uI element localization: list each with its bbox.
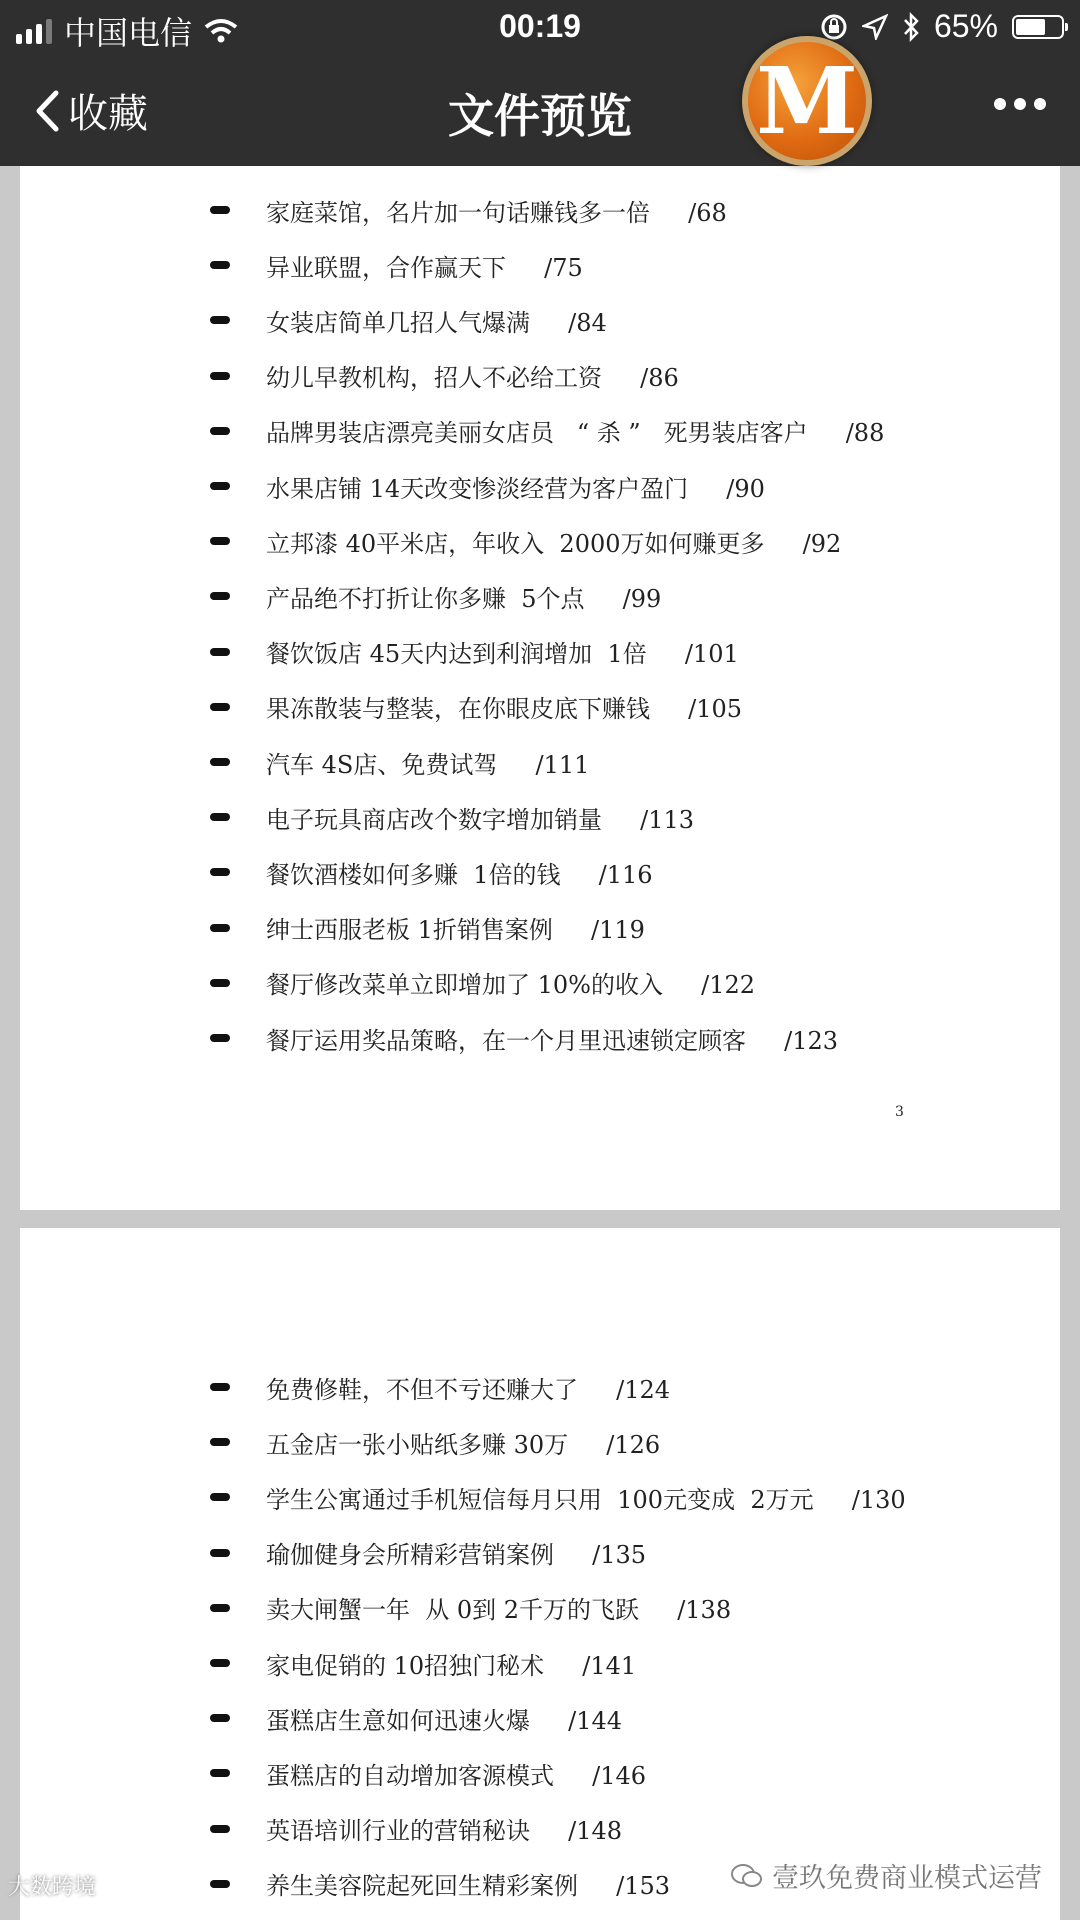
- toc-item-text: 果冻散装与整装，在你眼皮底下赚钱 /105: [266, 695, 743, 724]
- battery-icon: [1012, 15, 1064, 39]
- toc-item: [210, 687, 742, 727]
- bullet-icon: [210, 924, 230, 932]
- toc-item-text: 餐厅运用奖品策略，在一个月里迅速锁定顾客 /123: [266, 1026, 839, 1055]
- toc-item-text: 女装店简单几招人气爆满 /84: [266, 308, 607, 337]
- toc-item-text: 汽车 4S店、免费试驾 /111: [266, 750, 590, 779]
- bullet-icon: [210, 1549, 230, 1557]
- bullet-icon: [210, 482, 230, 490]
- bullet-icon: [210, 1769, 230, 1777]
- bullet-icon: [210, 703, 230, 711]
- bullet-icon: [210, 868, 230, 876]
- toc-item: [210, 1018, 838, 1058]
- brand-logo: M: [742, 36, 872, 166]
- bullet-icon: [210, 1438, 230, 1446]
- toc-item-text: 水果店铺 14天改变惨淡经营为客户盈门 /90: [266, 474, 765, 503]
- toc-item-text: 卖大闸蟹一年 从 0到 2千万的飞跃 /138: [266, 1596, 732, 1625]
- toc-item-text: 蛋糕店生意如何迅速火爆 /144: [266, 1706, 623, 1735]
- toc-item: [210, 1477, 906, 1517]
- toc-item: [210, 1698, 622, 1738]
- lock-rotation-icon: [820, 13, 848, 41]
- watermark-right-text: 壹玖免费商业模式运营: [772, 1863, 1042, 1893]
- toc-item: [210, 1864, 670, 1904]
- toc-item-text: 瑜伽健身会所精彩营销案例 /135: [266, 1541, 647, 1570]
- carrier-label: 中国电信: [64, 15, 193, 51]
- toc-item-text: 电子玩具商店改个数字增加销量 /113: [266, 805, 695, 834]
- watermark-left-text: 大数跨境: [8, 1874, 97, 1899]
- document-page-1: [20, 166, 1060, 1210]
- toc-item-text: 五金店一张小贴纸多赚 30万 /126: [266, 1430, 661, 1459]
- toc-item-text: 品牌男装店漂亮美丽女店员 “ 杀 ” 死男装店客户 /88: [266, 419, 885, 448]
- toc-item-text: 餐厅修改菜单立即增加了 10%的收入 /122: [266, 971, 756, 1000]
- bullet-icon: [210, 813, 230, 821]
- toc-item: [210, 300, 607, 340]
- toc-item: [210, 466, 765, 506]
- toc-item: [210, 576, 661, 616]
- bullet-icon: [210, 261, 230, 269]
- watermark-right: [730, 1856, 1042, 1895]
- bullet-icon: [210, 1880, 230, 1888]
- clock: 00:19: [499, 8, 581, 44]
- toc-item-text: 家电促销的 10招独门秘术 /141: [266, 1651, 637, 1680]
- bullet-icon: [210, 592, 230, 600]
- bullet-icon: [210, 648, 230, 656]
- bullet-icon: [210, 1604, 230, 1612]
- toc-item: [210, 1422, 660, 1462]
- bullet-icon: [210, 1383, 230, 1391]
- toc-item-text: 餐饮饭店 45天内达到利润增加 1倍 /101: [266, 640, 739, 669]
- status-bar: [0, 0, 1080, 52]
- toc-item-text: 蛋糕店的自动增加客源模式 /146: [266, 1761, 647, 1790]
- location-icon: [862, 14, 888, 40]
- bullet-icon: [210, 1825, 230, 1833]
- battery-percent: 65%: [933, 8, 998, 44]
- back-label: 收藏: [68, 92, 148, 136]
- toc-item: [210, 245, 583, 285]
- toc-item: [210, 1588, 731, 1628]
- bullet-icon: [210, 1659, 230, 1667]
- toc-item: [210, 908, 645, 948]
- more-icon[interactable]: [994, 98, 1046, 110]
- bullet-icon: [210, 427, 230, 435]
- toc-item: [210, 852, 653, 892]
- toc-item: [210, 190, 727, 230]
- bullet-icon: [210, 372, 230, 380]
- toc-item: [210, 521, 841, 561]
- watermark-left: [8, 1870, 96, 1901]
- toc-item: [210, 963, 755, 1003]
- toc-item: [210, 1533, 646, 1573]
- bullet-icon: [210, 537, 230, 545]
- page-title: 文件预览: [448, 90, 632, 142]
- toc-item-text: 学生公寓通过手机短信每月只用 100元变成 2万元 /130: [266, 1485, 906, 1514]
- toc-item: [210, 1643, 636, 1683]
- document-page-2: [20, 1228, 1060, 1920]
- bullet-icon: [210, 1493, 230, 1501]
- toc-item-text: 产品绝不打折让你多赚 5个点 /99: [266, 584, 662, 613]
- toc-item: [210, 742, 589, 782]
- wechat-icon: [730, 1862, 764, 1890]
- toc-item-text: 立邦漆 40平米店，年收入 2000万如何赚更多 /92: [266, 529, 842, 558]
- toc-item: [210, 1367, 670, 1407]
- bullet-icon: [210, 979, 230, 987]
- bullet-icon: [210, 1034, 230, 1042]
- top-bar: [0, 0, 1080, 166]
- toc-item: [210, 411, 884, 451]
- toc-item: [210, 1753, 646, 1793]
- toc-item: [210, 1809, 622, 1849]
- toc-item: [210, 356, 679, 396]
- toc-item-text: 免费修鞋，不但不亏还赚大了 /124: [266, 1375, 671, 1404]
- bullet-icon: [210, 1714, 230, 1722]
- toc-item-text: 绅士西服老板 1折销售案例 /119: [266, 916, 645, 945]
- toc-item-text: 餐饮酒楼如何多赚 1倍的钱 /116: [266, 860, 653, 889]
- nav-bar: [0, 52, 1080, 166]
- bullet-icon: [210, 206, 230, 214]
- bullet-icon: [210, 758, 230, 766]
- bullet-icon: [210, 316, 230, 324]
- toc-item: [210, 632, 739, 672]
- toc-item-text: 英语培训行业的营销秘诀 /148: [266, 1817, 623, 1846]
- toc-item-text: 幼儿早教机构，招人不必给工资 /86: [266, 364, 679, 393]
- toc-item-text: 养生美容院起死回生精彩案例 /153: [266, 1872, 671, 1901]
- toc-item-text: 异业联盟，合作赢天下 /75: [266, 253, 583, 282]
- toc-item-text: 家庭菜馆，名片加一句话赚钱多一倍 /68: [266, 198, 727, 227]
- bluetooth-icon: [902, 12, 920, 42]
- page-number: 3: [895, 1104, 904, 1120]
- toc-item: [210, 797, 694, 837]
